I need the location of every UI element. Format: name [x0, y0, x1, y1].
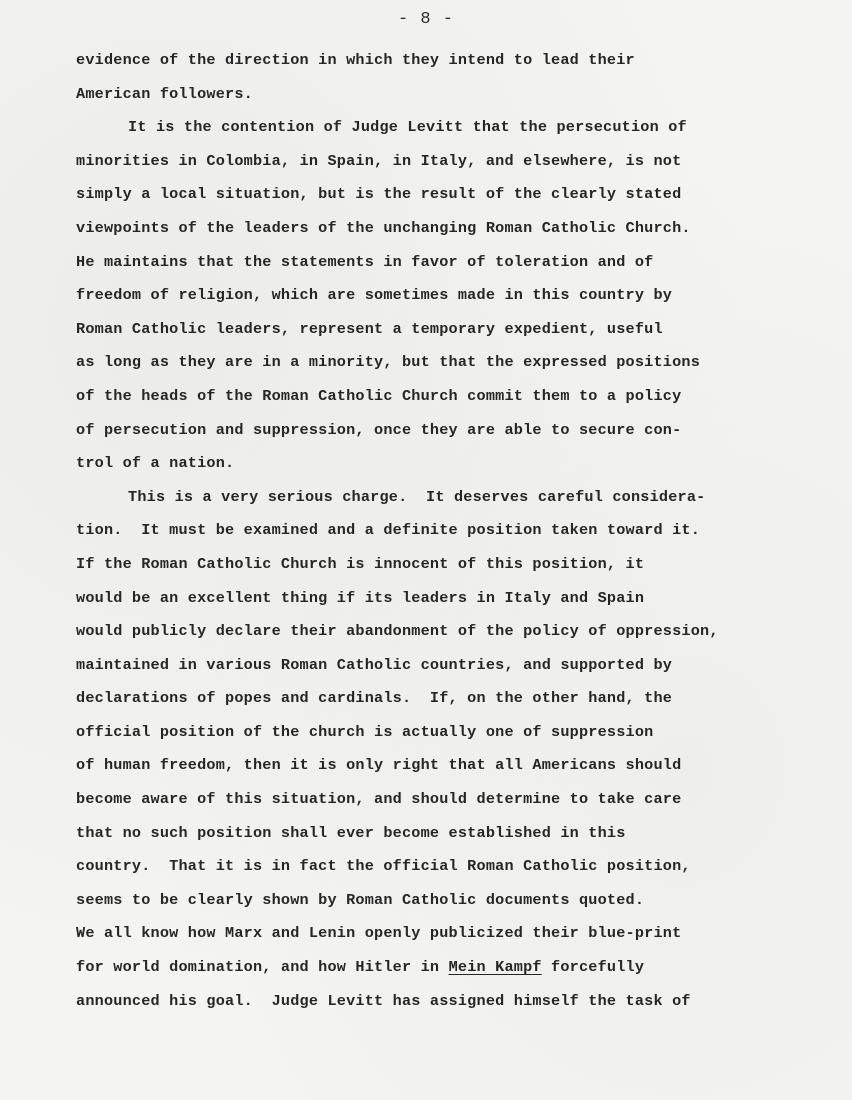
text-line: It is the contention of Judge Levitt that the persecution of: [128, 118, 687, 137]
text-line: official position of the church is actually one of suppression: [76, 722, 654, 741]
text-line: maintained in various Roman Catholic countries, and supported by: [76, 655, 673, 674]
text-line: Roman Catholic leaders, represent a temporary expedient, useful: [76, 319, 663, 338]
text-line: as long as they are in a minority, but that the expressed positions: [76, 353, 701, 372]
text-segment: forcefully: [541, 958, 645, 977]
text-line: country. That it is in fact the official Roman Catholic position,: [76, 857, 691, 876]
page-number: - 8 -: [397, 10, 454, 29]
text-line: minorities in Colombia, in Spain, in Italy, and elsewhere, is not: [76, 151, 682, 170]
text-line: that no such position shall ever become established in this: [76, 823, 626, 842]
text-line: become aware of this situation, and should determine to take care: [76, 790, 682, 809]
text-line: of the heads of the Roman Catholic Church commit them to a policy: [76, 386, 682, 405]
text-line: seems to be clearly shown by Roman Catholic documents quoted.: [76, 890, 645, 909]
text-line: would be an excellent thing if its leaders in Italy and Spain: [76, 588, 645, 607]
text-line-with-title: [76, 951, 796, 985]
text-line: simply a local situation, but is the result of the clearly stated: [76, 185, 682, 204]
text-line: viewpoints of the leaders of the unchanging Roman Catholic Church.: [76, 218, 691, 237]
text-line: American followers.: [76, 84, 253, 103]
text-line: announced his goal. Judge Levitt has assigned himself the task of: [76, 991, 691, 1010]
text-line: freedom of religion, which are sometimes made in this country by: [76, 286, 673, 305]
text-line: declarations of popes and cardinals. If, on the other hand, the: [76, 689, 673, 708]
text-line: trol of a nation.: [76, 454, 235, 473]
text-line: We all know how Marx and Lenin openly publicized their blue-print: [76, 924, 682, 943]
book-title-underlined: Mein Kampf: [448, 958, 542, 977]
document-body: [76, 44, 796, 1018]
text-line: evidence of the direction in which they intend to lead their: [76, 51, 635, 69]
text-line: tion. It must be examined and a definite position taken toward it.: [76, 521, 701, 540]
text-line: of human freedom, then it is only right that all Americans should: [76, 756, 682, 775]
text-line: of persecution and suppression, once they are able to secure con-: [76, 420, 682, 439]
text-line: He maintains that the statements in favor of toleration and of: [76, 252, 654, 271]
text-line: would publicly declare their abandonment of the policy of oppression,: [76, 622, 719, 641]
text-segment: for world domination, and how Hitler in: [76, 958, 449, 977]
text-line: If the Roman Catholic Church is innocent of this position, it: [76, 554, 645, 573]
text-line: This is a very serious charge. It deserves careful considera-: [128, 487, 706, 506]
